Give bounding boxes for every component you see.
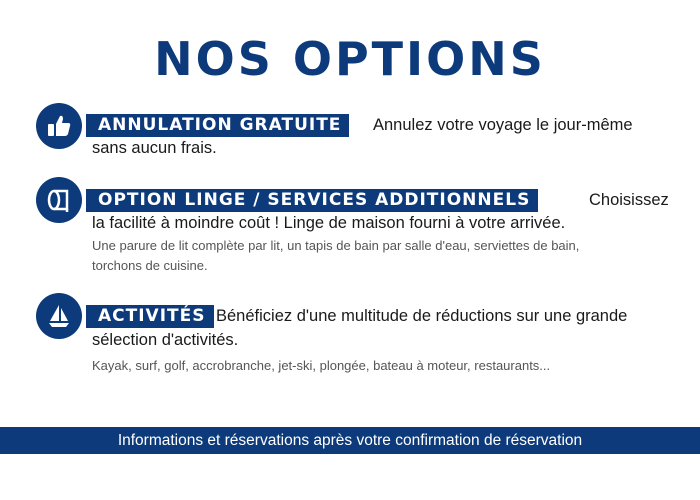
option-text-activites-line2: sélection d'activités. [92,331,239,349]
towel-roll-icon [36,177,82,223]
page-title: NOS OPTIONS [154,32,546,86]
option-text-linge-line1: Choisissez [589,191,669,209]
option-label-linge: OPTION LINGE / SERVICES ADDITIONNELS [86,189,538,212]
option-detail-linge-line2: torchons de cuisine. [92,258,208,273]
option-text-annulation-line1: Annulez votre voyage le jour-même [373,116,633,134]
option-text-annulation-line2: sans aucun frais. [92,139,217,157]
option-text-activites-line1: Bénéficiez d'une multitude de réductions sur une grande [216,307,628,325]
option-detail-activites: Kayak, surf, golf, accrobranche, jet-ski, plongée, bateau à moteur, restaurants... [92,358,551,373]
thumbs-up-icon [36,103,82,149]
option-label-annulation: ANNULATION GRATUITE [86,114,349,137]
option-detail-linge-line1: Une parure de lit complète par lit, un tapis de bain par salle d'eau, serviettes de bain, [92,238,580,253]
footer-banner: Informations et réservations après votre confirmation de réservation [0,427,700,454]
option-text-linge-line2: la facilité à moindre coût ! Linge de maison fourni à votre arrivée. [92,214,566,232]
option-label-activites: ACTIVITÉS [86,305,214,328]
sailboat-icon [36,293,82,339]
